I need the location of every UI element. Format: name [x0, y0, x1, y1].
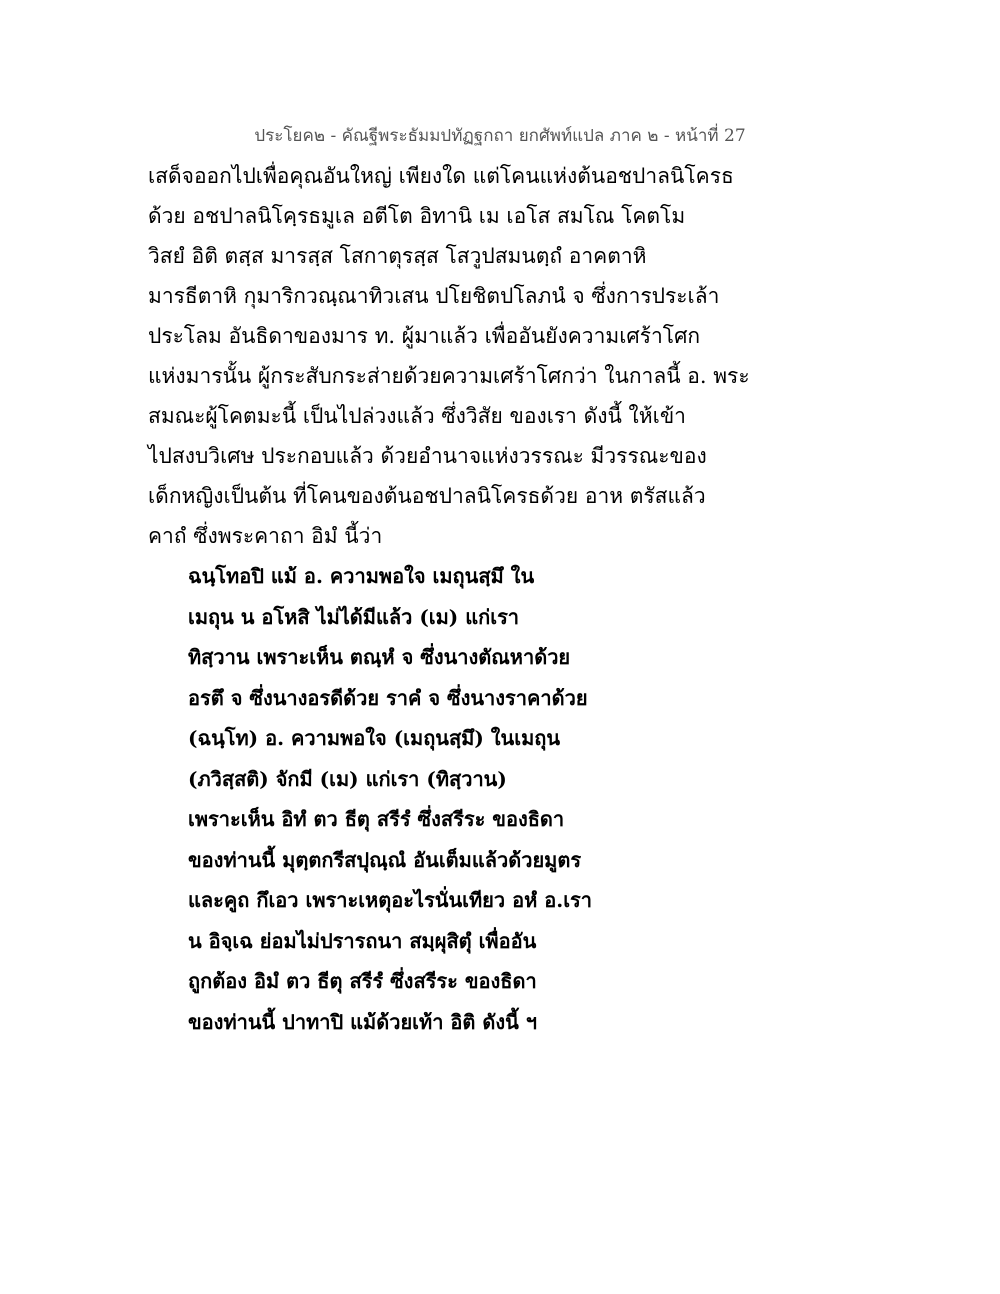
prose-line: สมณะผู้โคตมะนี้ เป็นไปล่วงแล้ว ซึ่งวิสัย ของเรา ดังนี้ ให้เข้า: [148, 404, 686, 428]
verse-line: เพราะเห็น อิทํ ตว ธีตุ สรีรํ ซึ่งสรีระ ของธิดา: [188, 807, 565, 831]
prose-line: มารธีตาหิ กุมาริกวณฺณาทิวเสน ปโยชิตปโลภนํ จ ซึ่งการประเล้า: [148, 284, 720, 308]
verse-line: และคูถ กึเอว เพราะเหตุอะไรนั่นเทียว อหํ อ.เรา: [188, 888, 593, 912]
verse-block: [188, 558, 748, 1044]
verse-line: อรตึ จ ซึ่งนางอรดีด้วย ราคํ จ ซึ่งนางราคาด้วย: [188, 685, 588, 710]
prose-paragraph: [148, 158, 748, 558]
verse-line: ฉนฺโทอปิ แม้ อ. ความพอใจ เมถุนสฺมึ ใน: [188, 564, 535, 588]
page-header: ประโยค๒ - คัณฐีพระธัมมปทัฏฐกถา ยกศัพท์แปล ภาค ๒ - หน้าที่ 27: [254, 126, 746, 146]
prose-line: ด้วย อชปาลนิโคฺรธมูเล อตีโต อิทานิ เม เอโส สมโณ โคตโม: [148, 204, 686, 228]
verse-line: (ฉนฺโท) อ. ความพอใจ (เมถุนสฺมึ) ในเมถุน: [188, 726, 561, 750]
prose-line: แห่งมารนั้น ผู้กระสับกระส่ายด้วยความเศร้าโศกว่า ในกาลนี้ อ. พระ: [148, 364, 750, 388]
verse-line: ของท่านนี้ มุตฺตกรีสปุณฺณํ อันเต็มแล้วด้วยมูตร: [188, 847, 582, 872]
verse-line: เมถุน น อโหสิ ไม่ได้มีแล้ว (เม) แก่เรา: [188, 604, 520, 629]
prose-line: เด็กหญิงเป็นต้น ที่โคนของต้นอชปาลนิโครธด้วย อาห ตรัสแล้ว: [148, 484, 706, 508]
verse-line: ถูกต้อง อิมํ ตว ธีตุ สรีรํ ซึ่งสรีระ ของธิดา: [188, 969, 537, 993]
verse-line: ทิสฺวาน เพราะเห็น ตณฺหํ จ ซึ่งนางตัณหาด้วย: [188, 645, 571, 669]
verse-line: น อิจฺเฉ ย่อมไม่ปรารถนา สมฺผุสิตุํ เพื่ออัน: [188, 928, 537, 953]
verse-line: (ภวิสฺสติ) จักมี (เม) แก่เรา (ทิสฺวาน): [188, 766, 507, 791]
prose-line: คาถํ ซึ่งพระคาถา อิมํ นี้ว่า: [148, 524, 383, 548]
verse-line: ของท่านนี้ ปาทาปิ แม้ด้วยเท้า อิติ ดังนี้ ฯ: [188, 1009, 537, 1034]
prose-line: ประโลม อันธิดาของมาร ท. ผู้มาแล้ว เพื่ออันยังความเศร้าโศก: [148, 324, 701, 348]
prose-line: เสด็จออกไปเพื่อคุณอันใหญ่ เพียงใด แต่โคนแห่งต้นอชปาลนิโครธ: [148, 164, 734, 188]
prose-line: วิสยํ อิติ ตสฺส มารสฺส โสกาตุรสฺส โสวูปสมนตฺถํ อาคตาหิ: [148, 244, 647, 268]
prose-line: ไปสงบวิเศษ ประกอบแล้ว ด้วยอำนาจแห่งวรรณะ มีวรรณะของ: [148, 444, 707, 468]
